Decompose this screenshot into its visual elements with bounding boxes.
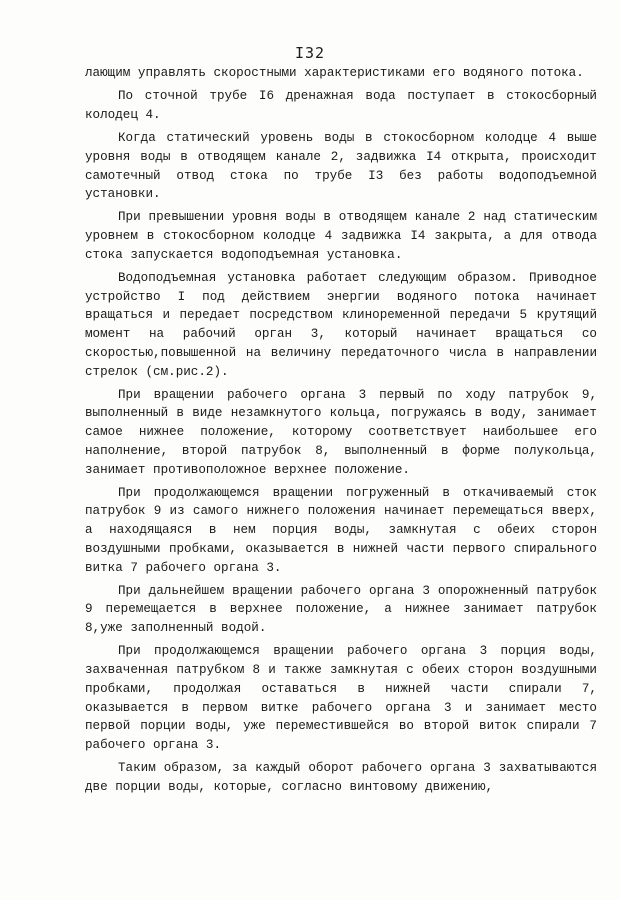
paragraph: При дальнейшем вращении рабочего органа 3 опорожненный патрубок 9 перемещается в верхнее положение, а нижнее занимает патрубок 8,уже заполненный водой. — [85, 583, 597, 636]
page-number: I32 — [294, 44, 326, 62]
paragraph: По сточной трубе I6 дренажная вода поступает в стокосборный колодец 4. — [85, 89, 597, 122]
body-text — [85, 64, 597, 797]
paragraph: При превышении уровня воды в отводящем канале 2 над статическим уровнем в стокосборном колодце 4 задвижка I4 закрыта, а для отвода стока запускается водоподъемная установка. — [85, 210, 597, 262]
paragraph: Водоподъемная установка работает следующим образом. Приводное устройство I под действием энергии водяного потока начинает вращаться и передает посредством клиноременной передачи 5 крутящий момент на рабочий орган 3, который начинает вращаться со скоростью,повышенной на величину передаточного числа в направлении стрелок (см.рис.2). — [85, 271, 597, 379]
paragraph: Таким образом, за каждый оборот рабочего органа 3 захватываются две порции воды, которые, согласно винтовому движению, — [85, 761, 597, 794]
paragraph: При продолжающемся вращении погруженный в откачиваемый сток патрубок 9 из самого нижнего положения начинает перемещаться вверх, а находящаяся в нем порция воды, замкнутая с обеих сторон воздушными пробками, оказывается в нижней части первого спирального витка 7 рабочего органа 3. — [85, 485, 597, 575]
paragraph: При продолжающемся вращении рабочего органа 3 порция воды, захваченная патрубком 8 и также замкнутая с обеих сторон воздушными пробками, продолжая оставаться в нижней части спирали 7, оказывается в первом витке рабочего органа 3 и занимает место первой порции воды, уже переместившейся во второй виток спирали 7 рабочего органа 3. — [85, 644, 597, 752]
paragraph: При вращении рабочего органа 3 первый по ходу патрубок 9, выполненный в виде незамкнутого кольца, погружаясь в воду, занимает самое нижнее положение, которому соответствует наибольшее его наполнение, второй патрубок 8, выполненный в форме полукольца, занимает противоположное верхнее положение. — [85, 387, 597, 477]
paragraph: Когда статический уровень воды в стокосборном колодце 4 выше уровня воды в отводящем канале 2, задвижка I4 открыта, происходит самотечный отвод стока по трубе I3 без работы водоподъемной установки. — [85, 131, 597, 202]
paragraph: лающим управлять скоростными характеристиками его водяного потока. — [85, 66, 584, 80]
